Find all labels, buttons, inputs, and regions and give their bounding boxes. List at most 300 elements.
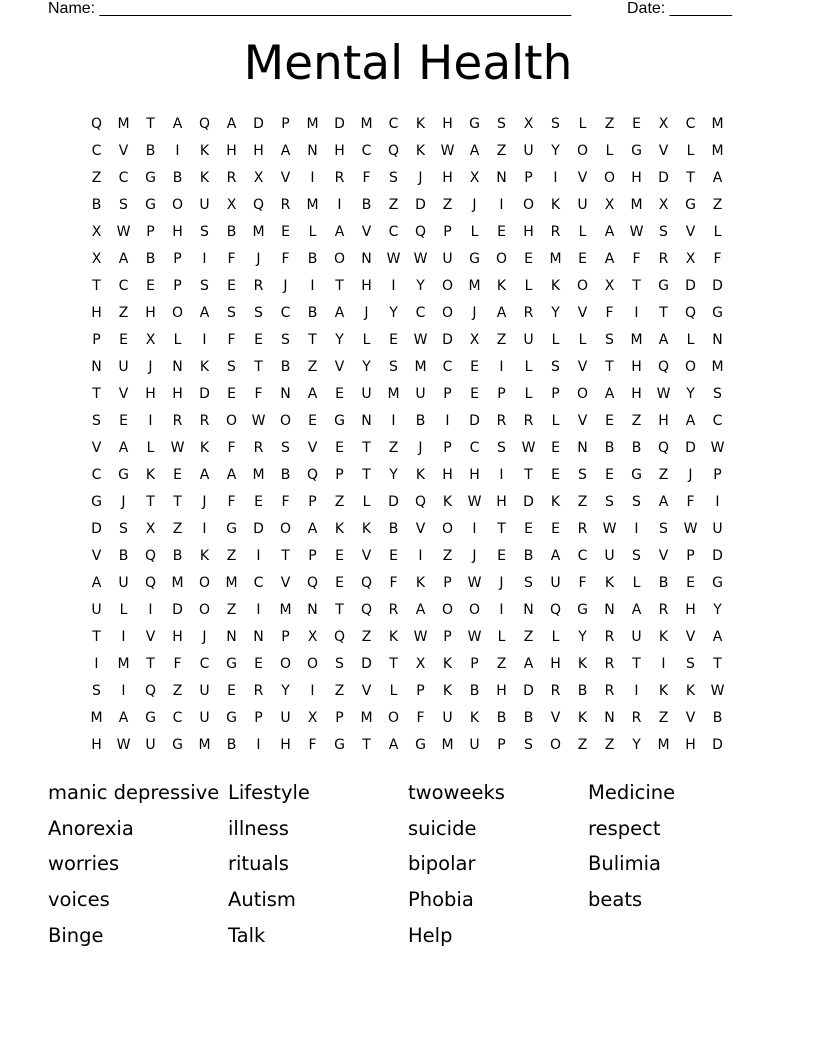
grid-letter[interactable]: L bbox=[605, 143, 614, 159]
grid-letter[interactable]: T bbox=[686, 170, 695, 186]
grid-letter[interactable]: K bbox=[199, 170, 210, 186]
grid-letter[interactable]: M bbox=[225, 575, 238, 591]
grid-letter[interactable]: H bbox=[550, 656, 561, 672]
grid-letter[interactable]: R bbox=[604, 656, 615, 672]
grid-letter[interactable]: N bbox=[361, 251, 372, 267]
grid-letter[interactable]: N bbox=[712, 332, 723, 348]
grid-letter[interactable]: G bbox=[145, 710, 156, 726]
grid-letter[interactable]: M bbox=[630, 197, 643, 213]
grid-letter[interactable]: Q bbox=[414, 224, 427, 240]
grid-letter[interactable]: R bbox=[496, 413, 507, 429]
grid-letter[interactable]: T bbox=[713, 656, 722, 672]
grid-letter[interactable]: B bbox=[577, 683, 588, 699]
grid-letter[interactable]: O bbox=[441, 521, 454, 537]
grid-letter[interactable]: N bbox=[307, 602, 318, 618]
grid-letter[interactable]: D bbox=[469, 413, 480, 429]
grid-letter[interactable]: M bbox=[306, 197, 319, 213]
grid-letter[interactable]: S bbox=[632, 494, 641, 510]
grid-letter[interactable]: P bbox=[254, 710, 263, 726]
grid-letter[interactable]: D bbox=[658, 170, 669, 186]
grid-letter[interactable]: B bbox=[388, 521, 399, 537]
grid-letter[interactable]: B bbox=[469, 683, 480, 699]
grid-letter[interactable]: S bbox=[551, 359, 560, 375]
grid-letter[interactable]: J bbox=[256, 251, 261, 267]
grid-letter[interactable]: Q bbox=[306, 467, 319, 483]
grid-letter[interactable]: W bbox=[467, 575, 482, 591]
grid-letter[interactable]: F bbox=[227, 332, 236, 348]
grid-letter[interactable]: B bbox=[280, 359, 291, 375]
grid-letter[interactable]: H bbox=[172, 224, 183, 240]
grid-letter[interactable]: Q bbox=[684, 305, 697, 321]
grid-letter[interactable]: B bbox=[307, 251, 318, 267]
grid-letter[interactable]: R bbox=[253, 440, 264, 456]
grid-letter[interactable]: N bbox=[307, 143, 318, 159]
grid-letter[interactable]: K bbox=[496, 278, 507, 294]
grid-letter[interactable]: S bbox=[659, 224, 668, 240]
grid-letter[interactable]: O bbox=[171, 197, 184, 213]
grid-letter[interactable]: Z bbox=[226, 602, 237, 618]
grid-letter[interactable]: B bbox=[118, 548, 129, 564]
grid-letter[interactable]: C bbox=[415, 305, 426, 321]
grid-letter[interactable]: I bbox=[553, 170, 558, 186]
grid-letter[interactable]: A bbox=[496, 305, 507, 321]
grid-letter[interactable]: H bbox=[226, 143, 237, 159]
grid-letter[interactable]: A bbox=[469, 143, 480, 159]
grid-letter[interactable]: T bbox=[92, 629, 101, 645]
grid-letter[interactable]: D bbox=[685, 440, 696, 456]
grid-letter[interactable]: T bbox=[281, 548, 290, 564]
grid-letter[interactable]: E bbox=[605, 413, 614, 429]
grid-letter[interactable]: P bbox=[92, 332, 101, 348]
grid-letter[interactable]: I bbox=[472, 521, 477, 537]
grid-letter[interactable]: X bbox=[145, 332, 156, 348]
grid-letter[interactable]: U bbox=[631, 629, 642, 645]
grid-letter[interactable]: C bbox=[685, 116, 696, 132]
grid-letter[interactable]: S bbox=[227, 305, 236, 321]
grid-letter[interactable]: E bbox=[335, 575, 344, 591]
grid-letter[interactable]: Z bbox=[91, 170, 102, 186]
grid-letter[interactable]: K bbox=[415, 116, 426, 132]
grid-letter[interactable]: P bbox=[281, 116, 290, 132]
grid-letter[interactable]: V bbox=[118, 386, 129, 402]
grid-letter[interactable]: M bbox=[657, 737, 670, 753]
grid-letter[interactable]: D bbox=[199, 386, 210, 402]
grid-letter[interactable]: H bbox=[631, 386, 642, 402]
grid-letter[interactable]: M bbox=[711, 359, 724, 375]
grid-letter[interactable]: Y bbox=[281, 683, 290, 699]
grid-letter[interactable]: O bbox=[225, 413, 238, 429]
grid-letter[interactable]: S bbox=[551, 116, 560, 132]
grid-letter[interactable]: P bbox=[686, 548, 695, 564]
grid-letter[interactable]: K bbox=[604, 575, 615, 591]
grid-letter[interactable]: V bbox=[91, 548, 102, 564]
grid-letter[interactable]: L bbox=[173, 332, 182, 348]
grid-letter[interactable]: K bbox=[577, 710, 588, 726]
grid-letter[interactable]: W bbox=[521, 440, 536, 456]
grid-letter[interactable]: I bbox=[418, 548, 423, 564]
grid-letter[interactable]: F bbox=[713, 251, 722, 267]
grid-letter[interactable]: B bbox=[523, 548, 534, 564]
grid-letter[interactable]: R bbox=[172, 413, 183, 429]
grid-letter[interactable]: Y bbox=[551, 143, 560, 159]
grid-letter[interactable]: D bbox=[388, 494, 399, 510]
grid-letter[interactable]: L bbox=[578, 332, 587, 348]
grid-letter[interactable]: A bbox=[388, 737, 399, 753]
grid-letter[interactable]: L bbox=[497, 629, 506, 645]
grid-letter[interactable]: I bbox=[391, 278, 396, 294]
grid-letter[interactable]: S bbox=[281, 440, 290, 456]
grid-letter[interactable]: D bbox=[253, 116, 264, 132]
grid-letter[interactable]: H bbox=[442, 116, 453, 132]
grid-letter[interactable]: L bbox=[389, 683, 398, 699]
grid-letter[interactable]: A bbox=[307, 386, 318, 402]
grid-letter[interactable]: Y bbox=[389, 305, 398, 321]
grid-letter[interactable]: X bbox=[604, 278, 615, 294]
grid-letter[interactable]: L bbox=[686, 332, 695, 348]
grid-letter[interactable]: T bbox=[146, 656, 155, 672]
grid-letter[interactable]: U bbox=[550, 575, 561, 591]
grid-letter[interactable]: R bbox=[334, 170, 345, 186]
grid-letter[interactable]: P bbox=[551, 386, 560, 402]
grid-letter[interactable]: V bbox=[415, 521, 426, 537]
grid-letter[interactable]: F bbox=[416, 710, 425, 726]
grid-letter[interactable]: O bbox=[468, 602, 481, 618]
grid-letter[interactable]: U bbox=[199, 710, 210, 726]
grid-letter[interactable]: V bbox=[91, 440, 102, 456]
grid-letter[interactable]: Z bbox=[334, 494, 345, 510]
grid-letter[interactable]: T bbox=[362, 440, 371, 456]
grid-letter[interactable]: X bbox=[253, 170, 264, 186]
grid-letter[interactable]: O bbox=[279, 521, 292, 537]
grid-letter[interactable]: K bbox=[469, 710, 480, 726]
grid-letter[interactable]: R bbox=[523, 305, 534, 321]
grid-letter[interactable]: O bbox=[333, 251, 346, 267]
grid-letter[interactable]: K bbox=[415, 143, 426, 159]
grid-letter[interactable]: O bbox=[441, 278, 454, 294]
grid-letter[interactable]: T bbox=[632, 278, 641, 294]
grid-letter[interactable]: E bbox=[227, 278, 236, 294]
grid-letter[interactable]: T bbox=[92, 278, 101, 294]
grid-letter[interactable]: H bbox=[442, 170, 453, 186]
grid-letter[interactable]: A bbox=[604, 386, 615, 402]
grid-letter[interactable]: S bbox=[497, 440, 506, 456]
grid-letter[interactable]: P bbox=[335, 710, 344, 726]
grid-letter[interactable]: M bbox=[117, 116, 130, 132]
grid-letter[interactable]: L bbox=[308, 224, 317, 240]
grid-letter[interactable]: H bbox=[685, 737, 696, 753]
grid-letter[interactable]: G bbox=[469, 251, 480, 267]
grid-letter[interactable]: P bbox=[146, 224, 155, 240]
grid-letter[interactable]: W bbox=[386, 251, 401, 267]
grid-letter[interactable]: E bbox=[227, 386, 236, 402]
grid-letter[interactable]: E bbox=[119, 332, 128, 348]
grid-letter[interactable]: A bbox=[604, 224, 615, 240]
grid-letter[interactable]: L bbox=[470, 224, 479, 240]
grid-letter[interactable]: Z bbox=[307, 359, 318, 375]
grid-letter[interactable]: U bbox=[469, 737, 480, 753]
grid-letter[interactable]: U bbox=[199, 197, 210, 213]
grid-letter[interactable]: M bbox=[468, 278, 481, 294]
grid-letter[interactable]: T bbox=[173, 494, 182, 510]
grid-letter[interactable]: S bbox=[119, 521, 128, 537]
grid-letter[interactable]: Q bbox=[198, 116, 211, 132]
grid-letter[interactable]: R bbox=[658, 602, 669, 618]
grid-letter[interactable]: T bbox=[362, 467, 371, 483]
grid-letter[interactable]: F bbox=[362, 170, 371, 186]
grid-letter[interactable]: L bbox=[362, 494, 371, 510]
grid-letter[interactable]: G bbox=[631, 143, 642, 159]
grid-letter[interactable]: W bbox=[656, 386, 671, 402]
grid-letter[interactable]: Q bbox=[549, 602, 562, 618]
grid-letter[interactable]: E bbox=[389, 548, 398, 564]
grid-letter[interactable]: L bbox=[146, 440, 155, 456]
grid-letter[interactable]: E bbox=[335, 548, 344, 564]
grid-letter[interactable]: V bbox=[685, 710, 696, 726]
grid-letter[interactable]: G bbox=[334, 737, 345, 753]
grid-letter[interactable]: Y bbox=[578, 629, 587, 645]
grid-letter[interactable]: J bbox=[283, 278, 288, 294]
grid-letter[interactable]: A bbox=[199, 305, 210, 321]
grid-letter[interactable]: D bbox=[415, 197, 426, 213]
grid-letter[interactable]: I bbox=[175, 143, 180, 159]
grid-letter[interactable]: D bbox=[712, 737, 723, 753]
grid-letter[interactable]: Q bbox=[90, 116, 103, 132]
grid-letter[interactable]: A bbox=[280, 143, 291, 159]
grid-letter[interactable]: J bbox=[121, 494, 126, 510]
grid-letter[interactable]: A bbox=[604, 251, 615, 267]
grid-letter[interactable]: G bbox=[172, 737, 183, 753]
grid-letter[interactable]: J bbox=[472, 548, 477, 564]
grid-letter[interactable]: C bbox=[91, 143, 102, 159]
grid-letter[interactable]: Y bbox=[686, 386, 695, 402]
grid-letter[interactable]: T bbox=[605, 359, 614, 375]
grid-letter[interactable]: J bbox=[472, 197, 477, 213]
grid-letter[interactable]: H bbox=[361, 278, 372, 294]
grid-letter[interactable]: Z bbox=[577, 737, 588, 753]
grid-letter[interactable]: V bbox=[145, 629, 156, 645]
grid-letter[interactable]: X bbox=[415, 656, 426, 672]
grid-letter[interactable]: H bbox=[442, 467, 453, 483]
grid-letter[interactable]: S bbox=[92, 413, 101, 429]
grid-letter[interactable]: E bbox=[551, 467, 560, 483]
grid-letter[interactable]: S bbox=[389, 359, 398, 375]
grid-letter[interactable]: Q bbox=[360, 602, 373, 618]
grid-letter[interactable]: G bbox=[577, 602, 588, 618]
grid-letter[interactable]: A bbox=[118, 440, 129, 456]
grid-letter[interactable]: W bbox=[413, 332, 428, 348]
grid-letter[interactable]: K bbox=[550, 197, 561, 213]
grid-letter[interactable]: C bbox=[469, 440, 480, 456]
grid-letter[interactable]: R bbox=[388, 602, 399, 618]
grid-letter[interactable]: X bbox=[145, 521, 156, 537]
grid-letter[interactable]: L bbox=[713, 224, 722, 240]
grid-letter[interactable]: V bbox=[685, 224, 696, 240]
grid-letter[interactable]: N bbox=[604, 710, 615, 726]
grid-letter[interactable]: P bbox=[497, 386, 506, 402]
grid-letter[interactable]: Z bbox=[334, 683, 345, 699]
grid-letter[interactable]: D bbox=[523, 683, 534, 699]
grid-letter[interactable]: L bbox=[632, 575, 641, 591]
grid-letter[interactable]: G bbox=[226, 656, 237, 672]
grid-letter[interactable]: B bbox=[307, 305, 318, 321]
grid-letter[interactable]: L bbox=[578, 224, 587, 240]
grid-letter[interactable]: H bbox=[631, 359, 642, 375]
grid-letter[interactable]: V bbox=[685, 629, 696, 645]
grid-letter[interactable]: K bbox=[550, 278, 561, 294]
grid-letter[interactable]: J bbox=[364, 305, 369, 321]
grid-letter[interactable]: L bbox=[524, 359, 533, 375]
grid-letter[interactable]: I bbox=[202, 332, 207, 348]
grid-letter[interactable]: H bbox=[658, 413, 669, 429]
grid-letter[interactable]: C bbox=[361, 143, 372, 159]
grid-letter[interactable]: Q bbox=[657, 359, 670, 375]
grid-letter[interactable]: Z bbox=[172, 683, 183, 699]
grid-letter[interactable]: T bbox=[146, 116, 155, 132]
grid-letter[interactable]: M bbox=[630, 332, 643, 348]
grid-letter[interactable]: E bbox=[389, 332, 398, 348]
grid-letter[interactable]: E bbox=[308, 413, 317, 429]
grid-letter[interactable]: R bbox=[199, 413, 210, 429]
grid-letter[interactable]: Y bbox=[713, 602, 722, 618]
grid-letter[interactable]: S bbox=[659, 521, 668, 537]
grid-letter[interactable]: L bbox=[524, 278, 533, 294]
grid-letter[interactable]: E bbox=[254, 494, 263, 510]
grid-letter[interactable]: E bbox=[524, 521, 533, 537]
grid-letter[interactable]: P bbox=[524, 170, 533, 186]
grid-letter[interactable]: W bbox=[413, 251, 428, 267]
grid-letter[interactable]: C bbox=[118, 278, 129, 294]
grid-letter[interactable]: D bbox=[172, 602, 183, 618]
grid-letter[interactable]: X bbox=[604, 197, 615, 213]
grid-letter[interactable]: S bbox=[605, 494, 614, 510]
grid-letter[interactable]: B bbox=[658, 575, 669, 591]
grid-letter[interactable]: I bbox=[94, 656, 99, 672]
grid-letter[interactable]: G bbox=[226, 521, 237, 537]
grid-letter[interactable]: V bbox=[577, 305, 588, 321]
grid-letter[interactable]: T bbox=[308, 332, 317, 348]
grid-letter[interactable]: M bbox=[360, 710, 373, 726]
grid-letter[interactable]: C bbox=[712, 413, 723, 429]
grid-letter[interactable]: U bbox=[577, 197, 588, 213]
grid-letter[interactable]: U bbox=[199, 683, 210, 699]
grid-letter[interactable]: X bbox=[658, 197, 669, 213]
grid-letter[interactable]: C bbox=[577, 548, 588, 564]
grid-letter[interactable]: M bbox=[549, 251, 562, 267]
grid-letter[interactable]: Y bbox=[389, 467, 398, 483]
grid-letter[interactable]: S bbox=[524, 737, 533, 753]
grid-letter[interactable]: F bbox=[281, 251, 290, 267]
grid-letter[interactable]: K bbox=[658, 629, 669, 645]
grid-letter[interactable]: I bbox=[634, 683, 639, 699]
grid-letter[interactable]: P bbox=[443, 386, 452, 402]
grid-letter[interactable]: X bbox=[91, 224, 102, 240]
grid-letter[interactable]: N bbox=[280, 386, 291, 402]
grid-letter[interactable]: L bbox=[362, 332, 371, 348]
grid-letter[interactable]: N bbox=[577, 440, 588, 456]
grid-letter[interactable]: S bbox=[335, 656, 344, 672]
grid-letter[interactable]: W bbox=[710, 440, 725, 456]
grid-letter[interactable]: M bbox=[387, 386, 400, 402]
grid-letter[interactable]: E bbox=[497, 548, 506, 564]
grid-letter[interactable]: N bbox=[91, 359, 102, 375]
grid-letter[interactable]: Z bbox=[226, 548, 237, 564]
grid-letter[interactable]: A bbox=[307, 521, 318, 537]
grid-letter[interactable]: X bbox=[307, 710, 318, 726]
grid-letter[interactable]: X bbox=[658, 116, 669, 132]
grid-letter[interactable]: S bbox=[227, 359, 236, 375]
grid-letter[interactable]: A bbox=[118, 710, 129, 726]
grid-letter[interactable]: M bbox=[360, 116, 373, 132]
grid-letter[interactable]: B bbox=[172, 170, 183, 186]
grid-letter[interactable]: V bbox=[658, 143, 669, 159]
grid-letter[interactable]: L bbox=[551, 413, 560, 429]
grid-letter[interactable]: G bbox=[91, 494, 102, 510]
grid-letter[interactable]: W bbox=[116, 737, 131, 753]
grid-letter[interactable]: I bbox=[310, 278, 315, 294]
grid-letter[interactable]: I bbox=[256, 602, 261, 618]
grid-letter[interactable]: Q bbox=[387, 143, 400, 159]
grid-letter[interactable]: D bbox=[712, 548, 723, 564]
grid-letter[interactable]: Y bbox=[551, 305, 560, 321]
grid-letter[interactable]: W bbox=[629, 224, 644, 240]
grid-letter[interactable]: W bbox=[413, 629, 428, 645]
grid-letter[interactable]: A bbox=[91, 575, 102, 591]
grid-letter[interactable]: Z bbox=[577, 494, 588, 510]
grid-letter[interactable]: M bbox=[117, 656, 130, 672]
grid-letter[interactable]: S bbox=[632, 548, 641, 564]
grid-letter[interactable]: I bbox=[148, 413, 153, 429]
grid-letter[interactable]: K bbox=[199, 440, 210, 456]
grid-letter[interactable]: D bbox=[442, 332, 453, 348]
grid-letter[interactable]: E bbox=[470, 386, 479, 402]
grid-letter[interactable]: B bbox=[496, 710, 507, 726]
grid-letter[interactable]: R bbox=[658, 251, 669, 267]
grid-letter[interactable]: I bbox=[499, 467, 504, 483]
grid-letter[interactable]: N bbox=[172, 359, 183, 375]
grid-letter[interactable]: V bbox=[307, 440, 318, 456]
grid-letter[interactable]: T bbox=[335, 602, 344, 618]
grid-letter[interactable]: W bbox=[467, 629, 482, 645]
grid-letter[interactable]: L bbox=[686, 143, 695, 159]
grid-letter[interactable]: O bbox=[576, 386, 589, 402]
grid-letter[interactable]: W bbox=[683, 521, 698, 537]
grid-letter[interactable]: U bbox=[118, 575, 129, 591]
grid-letter[interactable]: T bbox=[524, 467, 533, 483]
grid-letter[interactable]: U bbox=[523, 332, 534, 348]
grid-letter[interactable]: S bbox=[281, 332, 290, 348]
grid-letter[interactable]: U bbox=[118, 359, 129, 375]
grid-letter[interactable]: H bbox=[172, 386, 183, 402]
grid-letter[interactable]: W bbox=[440, 143, 455, 159]
grid-letter[interactable]: P bbox=[308, 548, 317, 564]
grid-letter[interactable]: D bbox=[685, 278, 696, 294]
grid-letter[interactable]: Z bbox=[442, 548, 453, 564]
grid-letter[interactable]: K bbox=[442, 494, 453, 510]
grid-letter[interactable]: D bbox=[334, 116, 345, 132]
grid-letter[interactable]: O bbox=[684, 359, 697, 375]
grid-letter[interactable]: T bbox=[497, 521, 506, 537]
grid-letter[interactable]: V bbox=[361, 683, 372, 699]
grid-letter[interactable]: M bbox=[711, 116, 724, 132]
grid-letter[interactable]: V bbox=[577, 359, 588, 375]
grid-letter[interactable]: V bbox=[118, 143, 129, 159]
grid-letter[interactable]: G bbox=[631, 467, 642, 483]
grid-letter[interactable]: E bbox=[254, 332, 263, 348]
grid-letter[interactable]: O bbox=[171, 305, 184, 321]
grid-letter[interactable]: F bbox=[308, 737, 317, 753]
grid-letter[interactable]: X bbox=[226, 197, 237, 213]
grid-letter[interactable]: K bbox=[658, 683, 669, 699]
